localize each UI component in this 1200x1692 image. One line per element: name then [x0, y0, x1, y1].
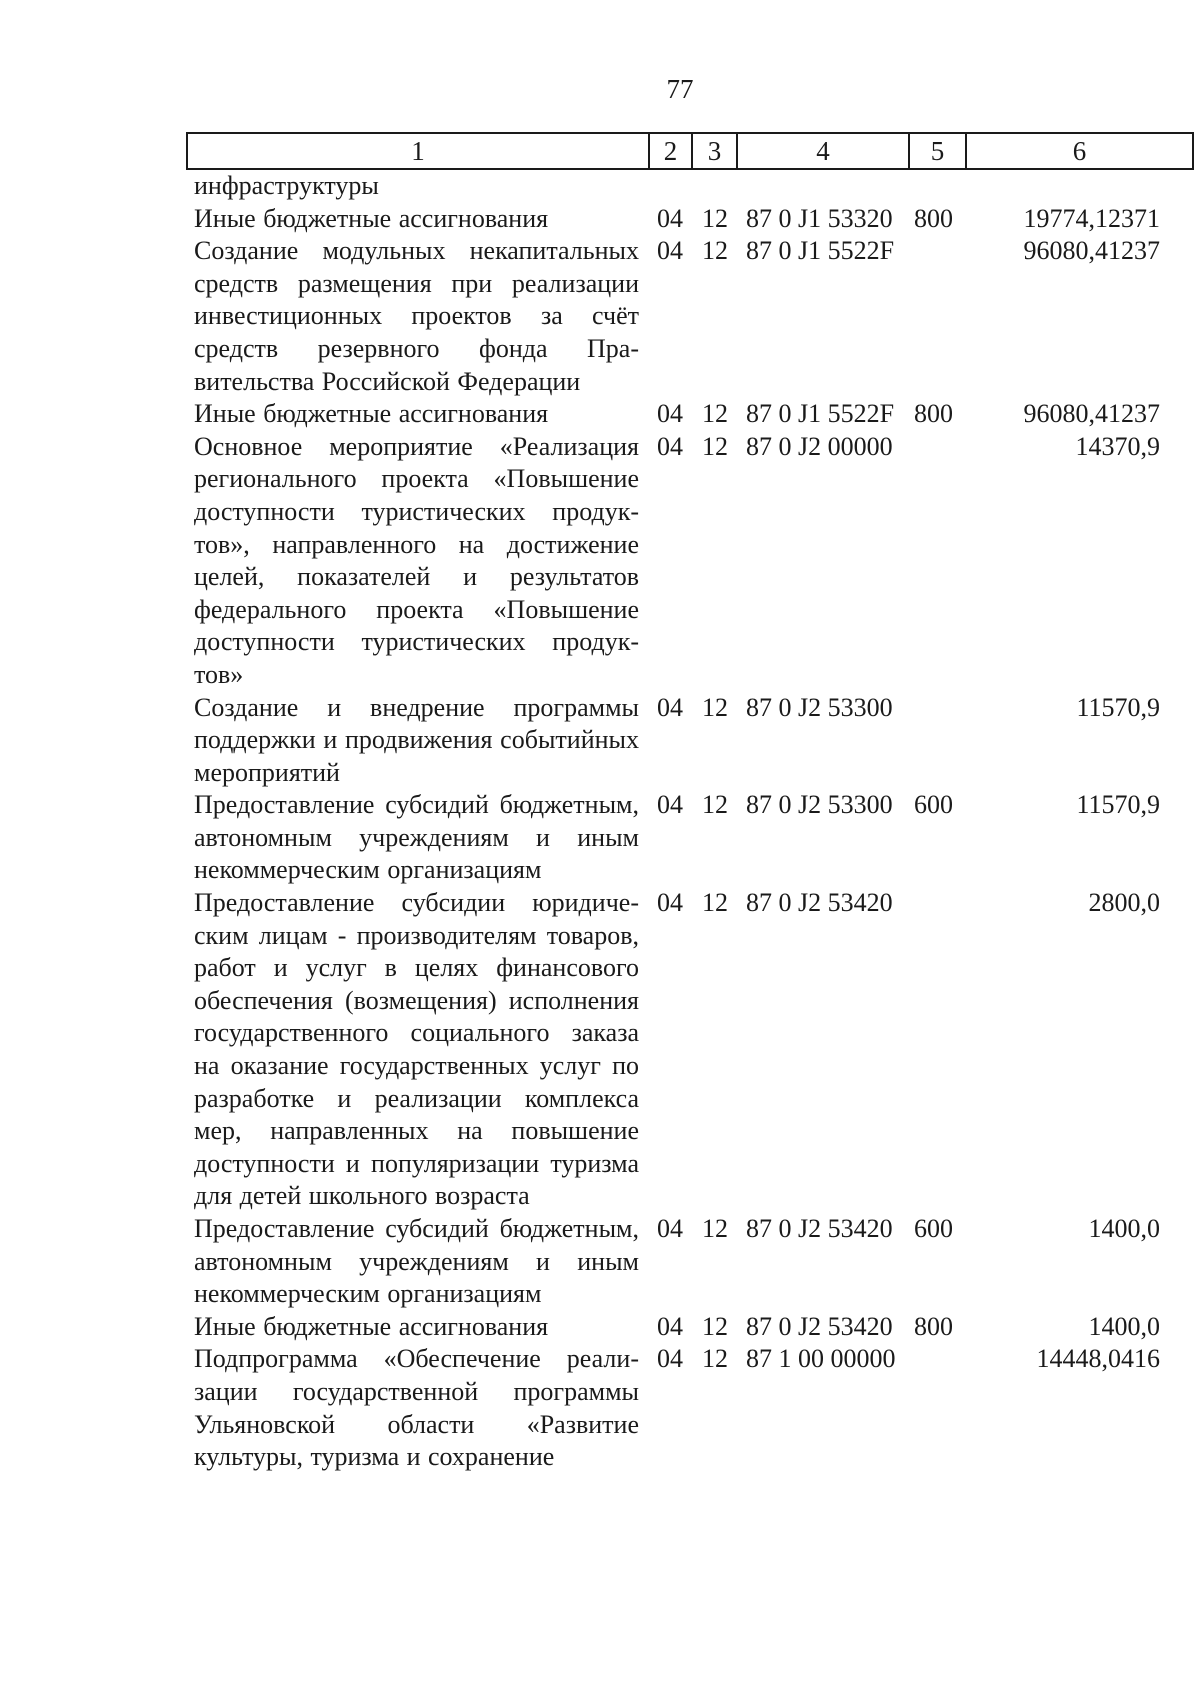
- row-section: 04: [657, 431, 683, 461]
- row-expense-type: 800: [914, 399, 953, 429]
- row-description: Основное мероприятие «Реализация регионального проекта «Повышение доступности туристических продуктов», направленного на достижение целей, показателей и результатов федерального проекта «Повышение доступности туристических продуктов»: [194, 431, 639, 689]
- table-row: [0, 887, 1200, 1213]
- table-body: [0, 170, 1200, 1474]
- row-subsection: 12: [702, 399, 728, 429]
- table-header: [186, 132, 1194, 170]
- row-section: 04: [657, 236, 683, 266]
- row-section: 04: [657, 692, 683, 722]
- row-target-article: 87 0 J2 53420: [746, 1311, 893, 1341]
- row-description: Создание и внедрение программы поддержки и продвижения событийных мероприятий: [194, 692, 639, 787]
- row-expense-type: 800: [914, 1311, 953, 1341]
- row-expense-type: 600: [914, 1214, 953, 1243]
- row-amount: 2800,0: [1088, 888, 1160, 918]
- table-row: [0, 170, 1200, 203]
- row-description: Иные бюджетные ассигнования: [194, 399, 549, 429]
- row-description: Подпрограмма «Обеспечение реализации государственной программы Ульяновской области «Развитие культуры, туризма и сохранение: [194, 1344, 639, 1472]
- header-col-2: 2: [649, 133, 692, 169]
- row-section: 04: [657, 1344, 683, 1374]
- table-row: [0, 692, 1200, 790]
- row-subsection: 12: [702, 692, 728, 722]
- row-description: Предоставление субсидий бюджетным, автономным учреждениям и иным некоммерческим организациям: [194, 1214, 639, 1309]
- row-amount: 96080,41237: [1023, 399, 1160, 429]
- row-description: Иные бюджетные ассигнования: [194, 203, 549, 233]
- row-section: 04: [657, 1214, 683, 1243]
- row-subsection: 12: [702, 1344, 728, 1374]
- row-target-article: 87 1 00 00000: [746, 1344, 896, 1374]
- row-target-article: 87 0 J1 5522F: [746, 236, 895, 266]
- row-description: Предоставление субсидий бюджетным, автономным учреждениям и иным некоммерческим организациям: [194, 790, 639, 885]
- row-section: 04: [657, 399, 683, 429]
- row-target-article: 87 0 J2 53420: [746, 888, 893, 918]
- row-amount: 14370,9: [1075, 431, 1160, 461]
- row-amount: 11570,9: [1076, 692, 1160, 722]
- row-section: 04: [657, 888, 683, 918]
- row-amount: 14448,0416: [1036, 1344, 1160, 1374]
- row-subsection: 12: [702, 431, 728, 461]
- row-subsection: 12: [702, 888, 728, 918]
- table-row: [0, 431, 1200, 692]
- row-section: 04: [657, 203, 683, 233]
- row-amount: 11570,9: [1076, 790, 1160, 820]
- row-expense-type: 600: [914, 790, 953, 820]
- row-subsection: 12: [702, 1311, 728, 1341]
- row-target-article: 87 0 J2 53300: [746, 692, 893, 722]
- header-col-5: 5: [909, 133, 966, 169]
- table-row: [0, 398, 1200, 431]
- table-row: [0, 1311, 1200, 1344]
- row-amount: 1400,0: [1088, 1214, 1160, 1243]
- row-section: 04: [657, 1311, 683, 1341]
- row-section: 04: [657, 790, 683, 820]
- header-col-1: 1: [187, 133, 649, 169]
- row-description: Создание модульных некапитальных средств размещения при реализации инвестиционных проектов за счёт средств резервного фонда Правительства Российской Федерации: [194, 236, 639, 396]
- row-subsection: 12: [702, 790, 728, 820]
- table-row: [0, 203, 1200, 236]
- row-amount: 96080,41237: [1023, 236, 1160, 266]
- header-col-6: 6: [966, 133, 1193, 169]
- row-target-article: 87 0 J2 53420: [746, 1214, 893, 1243]
- table-row: [0, 1213, 1200, 1311]
- table-row: [0, 789, 1200, 887]
- row-target-article: 87 0 J2 53300: [746, 790, 893, 820]
- row-description: инфраструктуры: [194, 171, 379, 200]
- row-target-article: 87 0 J1 5522F: [746, 399, 895, 429]
- header-col-3: 3: [692, 133, 737, 169]
- row-target-article: 87 0 J1 53320: [746, 203, 893, 233]
- row-description: Предоставление субсидии юридическим лицам - производителям товаров, работ и услуг в целях финансового обеспечения (возмещения) исполнения государственного социального заказа на оказание государственных услуг по разработке и реализации комплекса мер, направленных на повышение доступности и популяризации туризма для детей школьного возраста: [194, 888, 639, 1211]
- row-amount: 1400,0: [1088, 1311, 1160, 1341]
- table-row: [0, 1343, 1200, 1473]
- row-expense-type: 800: [914, 203, 953, 233]
- row-subsection: 12: [702, 236, 728, 266]
- table-row: [0, 235, 1200, 398]
- row-subsection: 12: [702, 203, 728, 233]
- header-col-4: 4: [737, 133, 909, 169]
- page-number: 77: [666, 74, 694, 104]
- row-target-article: 87 0 J2 00000: [746, 431, 893, 461]
- row-amount: 19774,12371: [1023, 203, 1160, 233]
- row-description: Иные бюджетные ассигнования: [194, 1311, 549, 1341]
- row-subsection: 12: [702, 1214, 728, 1243]
